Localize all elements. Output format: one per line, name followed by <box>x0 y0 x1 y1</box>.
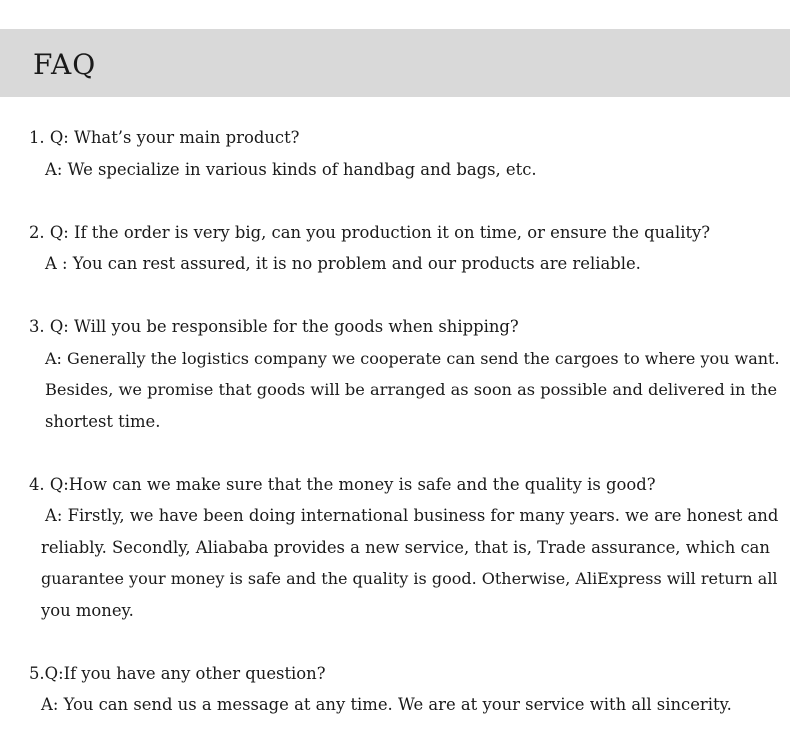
faq-answer-4-line-3: guarantee your money is safe and the quality is good. Otherwise, AliExpress will return all <box>41 569 778 588</box>
faq-answer-4-line-4: you money. <box>41 601 134 620</box>
faq-answer-3-line-2: Besides, we promise that goods will be arranged as soon as possible and delivered in the <box>45 380 778 399</box>
faq-question-5: 5.Q:If you have any other question? <box>29 664 326 683</box>
faq-question-4: 4. Q:How can we make sure that the money is safe and the quality is good? <box>29 475 656 494</box>
faq-answer-1-line-1: A: We specialize in various kinds of handbag and bags, etc. <box>45 160 537 179</box>
faq-answer-5-line-1: A: You can send us a message at any time. We are at your service with all sincerity. <box>41 695 732 714</box>
page-title: FAQ <box>33 48 97 81</box>
faq-question-3: 3. Q: Will you be responsible for the goods when shipping? <box>29 317 519 336</box>
faq-question-1: 1. Q: What’s your main product? <box>29 128 300 147</box>
faq-answer-4-line-2: reliably. Secondly, Aliababa provides a new service, that is, Trade assurance, which can <box>41 538 770 557</box>
faq-header-bar <box>0 29 790 97</box>
faq-question-2: 2. Q: If the order is very big, can you production it on time, or ensure the quality? <box>29 223 711 242</box>
faq-answer-3-line-3: shortest time. <box>45 412 161 431</box>
faq-answer-3-line-1: A: Generally the logistics company we cooperate can send the cargoes to where you want. <box>45 349 780 368</box>
faq-answer-2-line-1: A : You can rest assured, it is no problem and our products are reliable. <box>45 254 641 273</box>
faq-answer-4-line-1: A: Firstly, we have been doing international business for many years. we are honest and <box>45 506 779 525</box>
